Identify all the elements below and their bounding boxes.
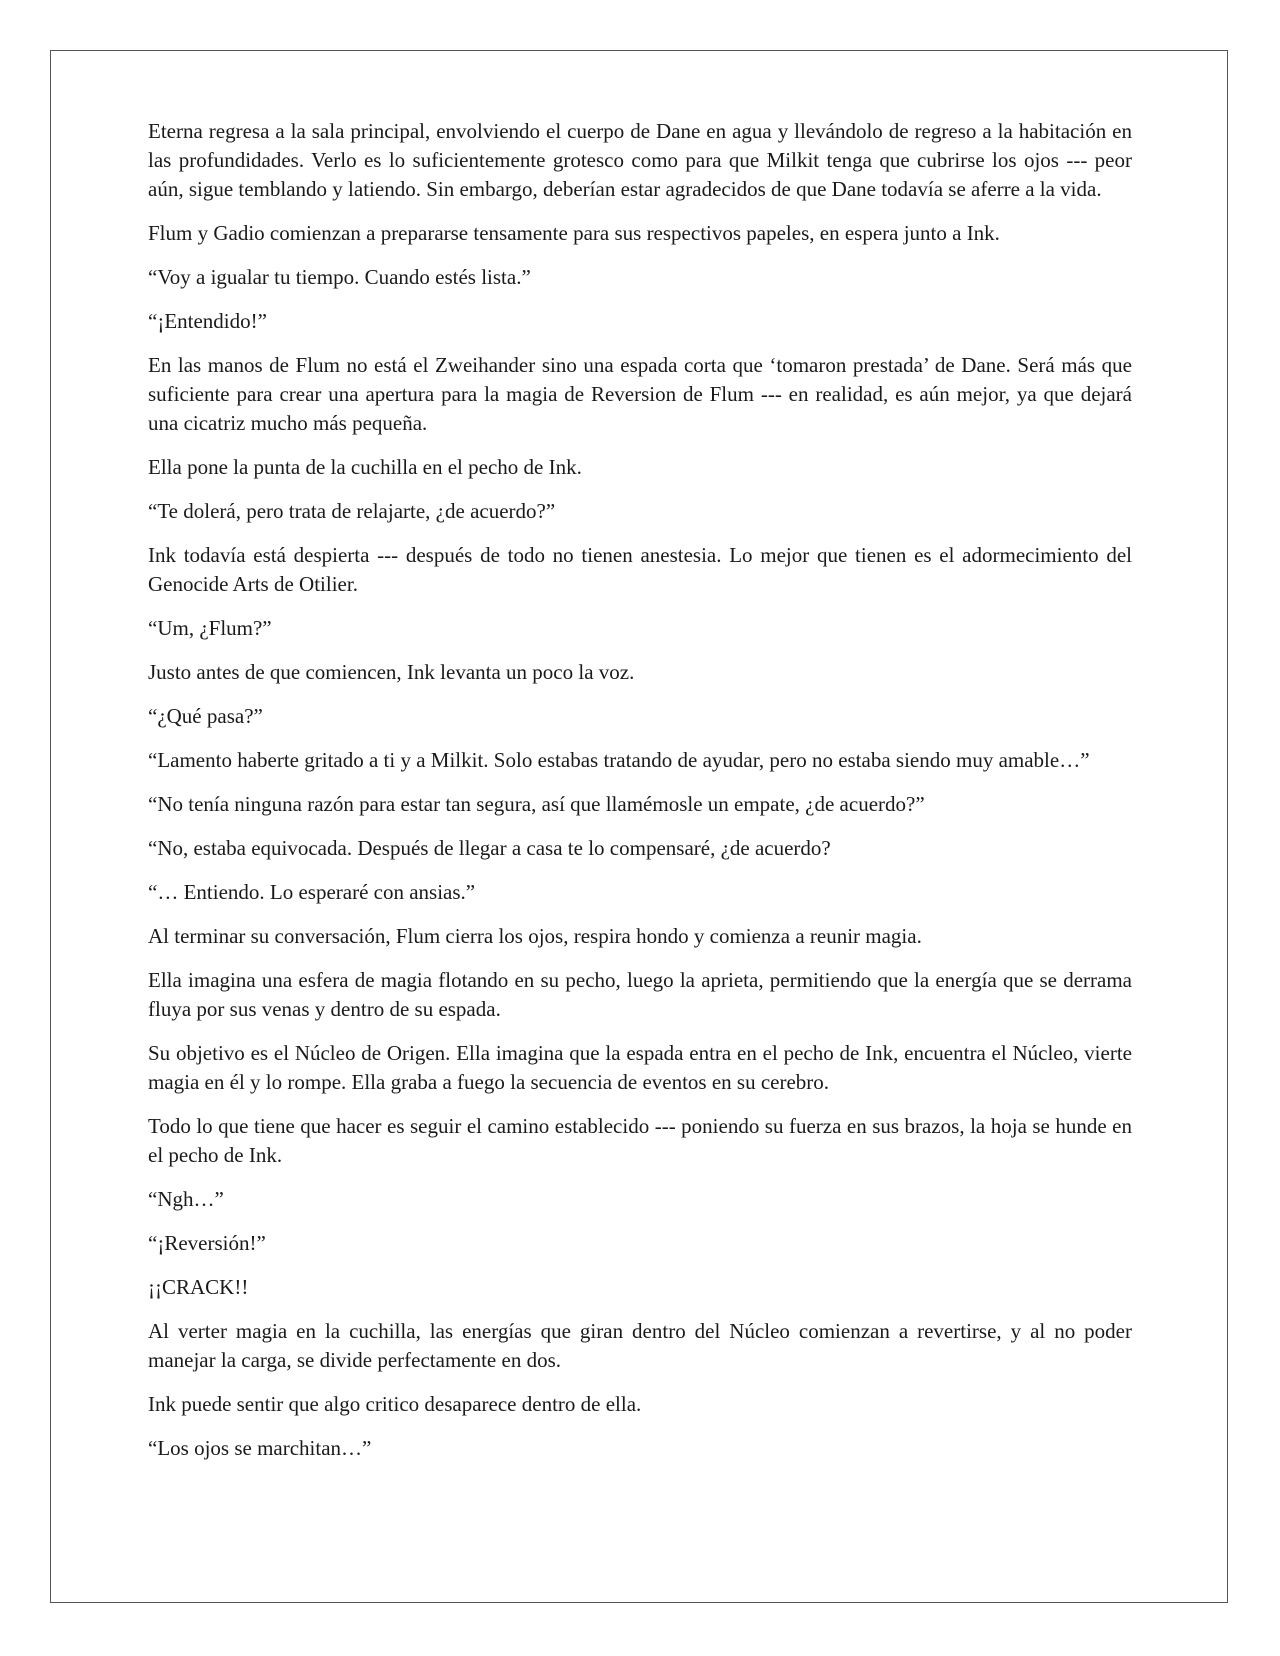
paragraph: “Te dolerá, pero trata de relajarte, ¿de acuerdo?” — [148, 499, 556, 523]
paragraph: ¡¡CRACK!! — [148, 1275, 249, 1299]
paragraph: Justo antes de que comiencen, Ink levanta un poco la voz. — [148, 660, 635, 684]
paragraph: “Lamento haberte gritado a ti y a Milkit. Solo estabas tratando de ayudar, pero no estaba siendo muy amable…” — [148, 748, 1090, 772]
paragraph: Todo lo que tiene que hacer es seguir el camino establecido --- poniendo su fuerza en sus brazos, la hoja se hunde en el pecho de Ink. — [148, 1114, 1132, 1167]
document-body — [148, 117, 1132, 1478]
paragraph: Ink todavía está despierta --- después de todo no tienen anestesia. Lo mejor que tienen es el adormecimiento del Genocide Arts de Otilier. — [148, 543, 1132, 596]
paragraph: Al terminar su conversación, Flum cierra los ojos, respira hondo y comienza a reunir magia. — [148, 924, 922, 948]
paragraph: “No, estaba equivocada. Después de llegar a casa te lo compensaré, ¿de acuerdo? — [148, 836, 831, 860]
paragraph: Al verter magia en la cuchilla, las energías que giran dentro del Núcleo comienzan a revertirse, y al no poder manejar la carga, se divide perfectamente en dos. — [148, 1319, 1132, 1372]
paragraph: “¡Entendido!” — [148, 309, 267, 333]
paragraph: “… Entiendo. Lo esperaré con ansias.” — [148, 880, 476, 904]
paragraph: “Voy a igualar tu tiempo. Cuando estés lista.” — [148, 265, 531, 289]
paragraph: Ella imagina una esfera de magia flotando en su pecho, luego la aprieta, permitiendo que la energía que se derrama fluya por sus venas y dentro de su espada. — [148, 968, 1132, 1021]
paragraph: “Ngh…” — [148, 1187, 224, 1211]
paragraph: En las manos de Flum no está el Zweihander sino una espada corta que ‘tomaron prestada’ de Dane. Será más que suficiente para crear una apertura para la magia de Reversion de Flum --- en realidad, es aún mejor, ya que dejará una cicatriz mucho más pequeña. — [148, 353, 1132, 435]
paragraph: Ink puede sentir que algo critico desaparece dentro de ella. — [148, 1392, 642, 1416]
paragraph: “¿Qué pasa?” — [148, 704, 263, 728]
paragraph: “No tenía ninguna razón para estar tan segura, así que llamémosle un empate, ¿de acuerdo?” — [148, 792, 925, 816]
paragraph: Flum y Gadio comienzan a prepararse tensamente para sus respectivos papeles, en espera junto a Ink. — [148, 221, 1000, 245]
paragraph: “Um, ¿Flum?” — [148, 616, 272, 640]
paragraph: Ella pone la punta de la cuchilla en el pecho de Ink. — [148, 455, 582, 479]
paragraph: Eterna regresa a la sala principal, envolviendo el cuerpo de Dane en agua y llevándolo de regreso a la habitación en las profundidades. Verlo es lo suficientemente grotesco como para que Milkit tenga que cubrirse los ojos --- peor aún, sigue temblando y latiendo. Sin embargo, deberían estar agradecidos de que Dane todavía se aferre a la vida. — [148, 119, 1132, 201]
paragraph: “¡Reversión!” — [148, 1231, 266, 1255]
paragraph: “Los ojos se marchitan…” — [148, 1436, 372, 1460]
paragraph: Su objetivo es el Núcleo de Origen. Ella imagina que la espada entra en el pecho de Ink, encuentra el Núcleo, vierte magia en él y lo rompe. Ella graba a fuego la secuencia de eventos en su cerebro. — [148, 1041, 1132, 1094]
